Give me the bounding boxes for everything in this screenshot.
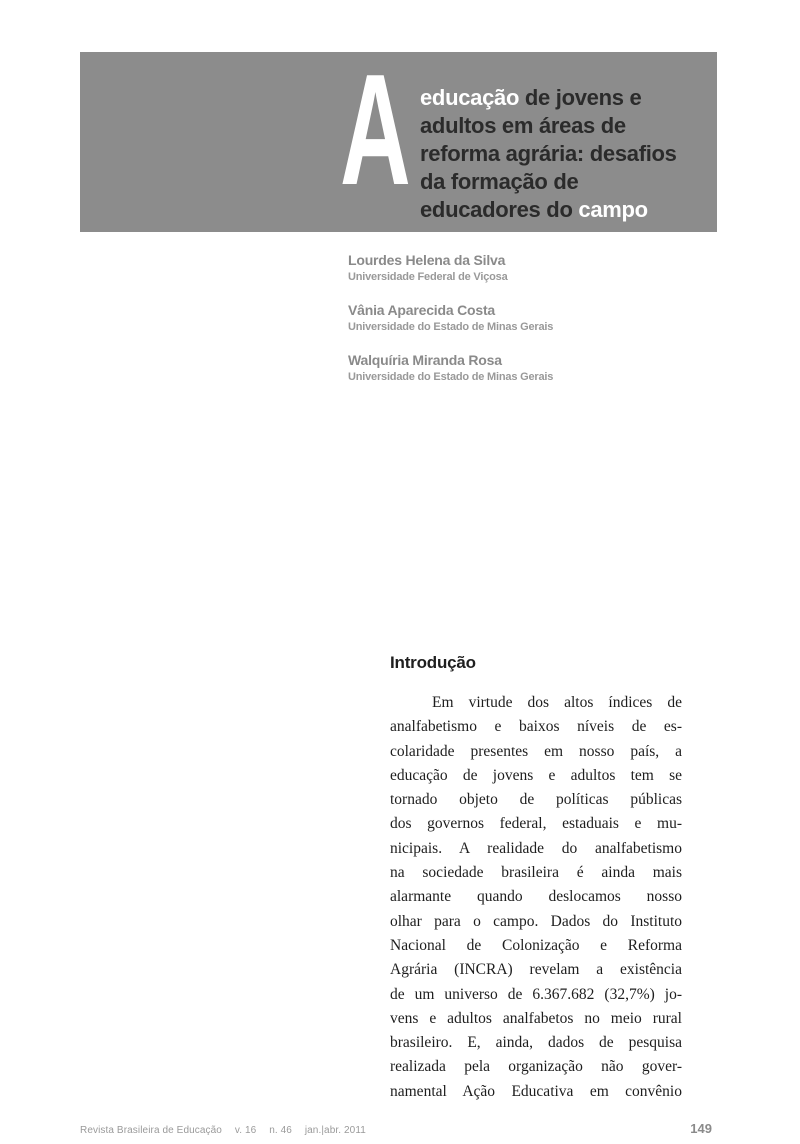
title-line bbox=[420, 112, 710, 140]
author-name: Walquíria Miranda Rosa bbox=[348, 352, 502, 368]
author-entry bbox=[348, 301, 708, 335]
title-text: reforma agrária: desafios bbox=[420, 141, 677, 166]
body-line: namental Ação Educativa em convênio bbox=[390, 1082, 682, 1100]
author-affiliation: Universidade do Estado de Minas Gerais bbox=[348, 371, 554, 383]
body-line: olhar para o campo. Dados do Instituto bbox=[390, 912, 682, 930]
title-line bbox=[420, 168, 710, 196]
journal-date: jan.|abr. 2011 bbox=[304, 1125, 366, 1136]
title-text: da formação de bbox=[420, 169, 579, 194]
body-line: Nacional de Colonização e Reforma bbox=[390, 936, 682, 954]
body-line: colaridade presentes em nosso país, a bbox=[390, 742, 682, 760]
journal-number: n. 46 bbox=[269, 1125, 292, 1136]
body-line: dos governos federal, estaduais e mu- bbox=[390, 815, 682, 833]
running-footer bbox=[80, 1125, 376, 1136]
body-line: brasileiro. E, ainda, dados de pesquisa bbox=[390, 1034, 682, 1052]
body-line: alarmante quando deslocamos nosso bbox=[390, 888, 682, 906]
author-entry bbox=[348, 251, 708, 285]
title-line bbox=[420, 140, 710, 168]
body-line: tornado objeto de políticas públicas bbox=[390, 791, 682, 809]
journal-name: Revista Brasileira de Educação bbox=[80, 1125, 222, 1136]
title-text: adultos em áreas de bbox=[420, 113, 626, 138]
body-line: analfabetismo e baixos níveis de es- bbox=[390, 718, 682, 736]
article-title bbox=[420, 84, 710, 224]
author-name: Lourdes Helena da Silva bbox=[348, 252, 506, 268]
title-text: educadores do bbox=[420, 197, 579, 222]
body-paragraph bbox=[390, 691, 682, 1104]
title-drop-cap: A bbox=[340, 42, 411, 218]
body-line: Agrária (INCRA) revelam a existência bbox=[390, 961, 682, 979]
author-affiliation: Universidade do Estado de Minas Gerais bbox=[348, 321, 554, 333]
author-affiliation: Universidade Federal de Viçosa bbox=[348, 271, 508, 283]
author-list bbox=[348, 251, 708, 401]
title-text: de jovens e bbox=[519, 85, 642, 110]
title-line bbox=[420, 84, 710, 112]
section-heading: Introdução bbox=[390, 653, 476, 672]
body-line: na sociedade brasileira é ainda mais bbox=[390, 864, 682, 882]
body-line: vens e adultos analfabetos no meio rural bbox=[390, 1009, 682, 1027]
body-line: nicipais. A realidade do analfabetismo bbox=[390, 839, 682, 857]
title-word-highlight: campo bbox=[578, 197, 648, 222]
author-name: Vânia Aparecida Costa bbox=[348, 302, 496, 318]
journal-volume: v. 16 bbox=[234, 1125, 257, 1136]
body-line: realizada pela organização não gover- bbox=[390, 1058, 682, 1076]
title-line bbox=[420, 196, 710, 224]
body-line: de um universo de 6.367.682 (32,7%) jo- bbox=[390, 985, 682, 1003]
body-line: Em virtude dos altos índices de bbox=[432, 694, 682, 711]
author-entry bbox=[348, 351, 708, 385]
title-word-highlight: educação bbox=[420, 85, 520, 110]
page-number: 149 bbox=[690, 1121, 712, 1136]
body-line: educação de jovens e adultos tem se bbox=[390, 766, 682, 784]
